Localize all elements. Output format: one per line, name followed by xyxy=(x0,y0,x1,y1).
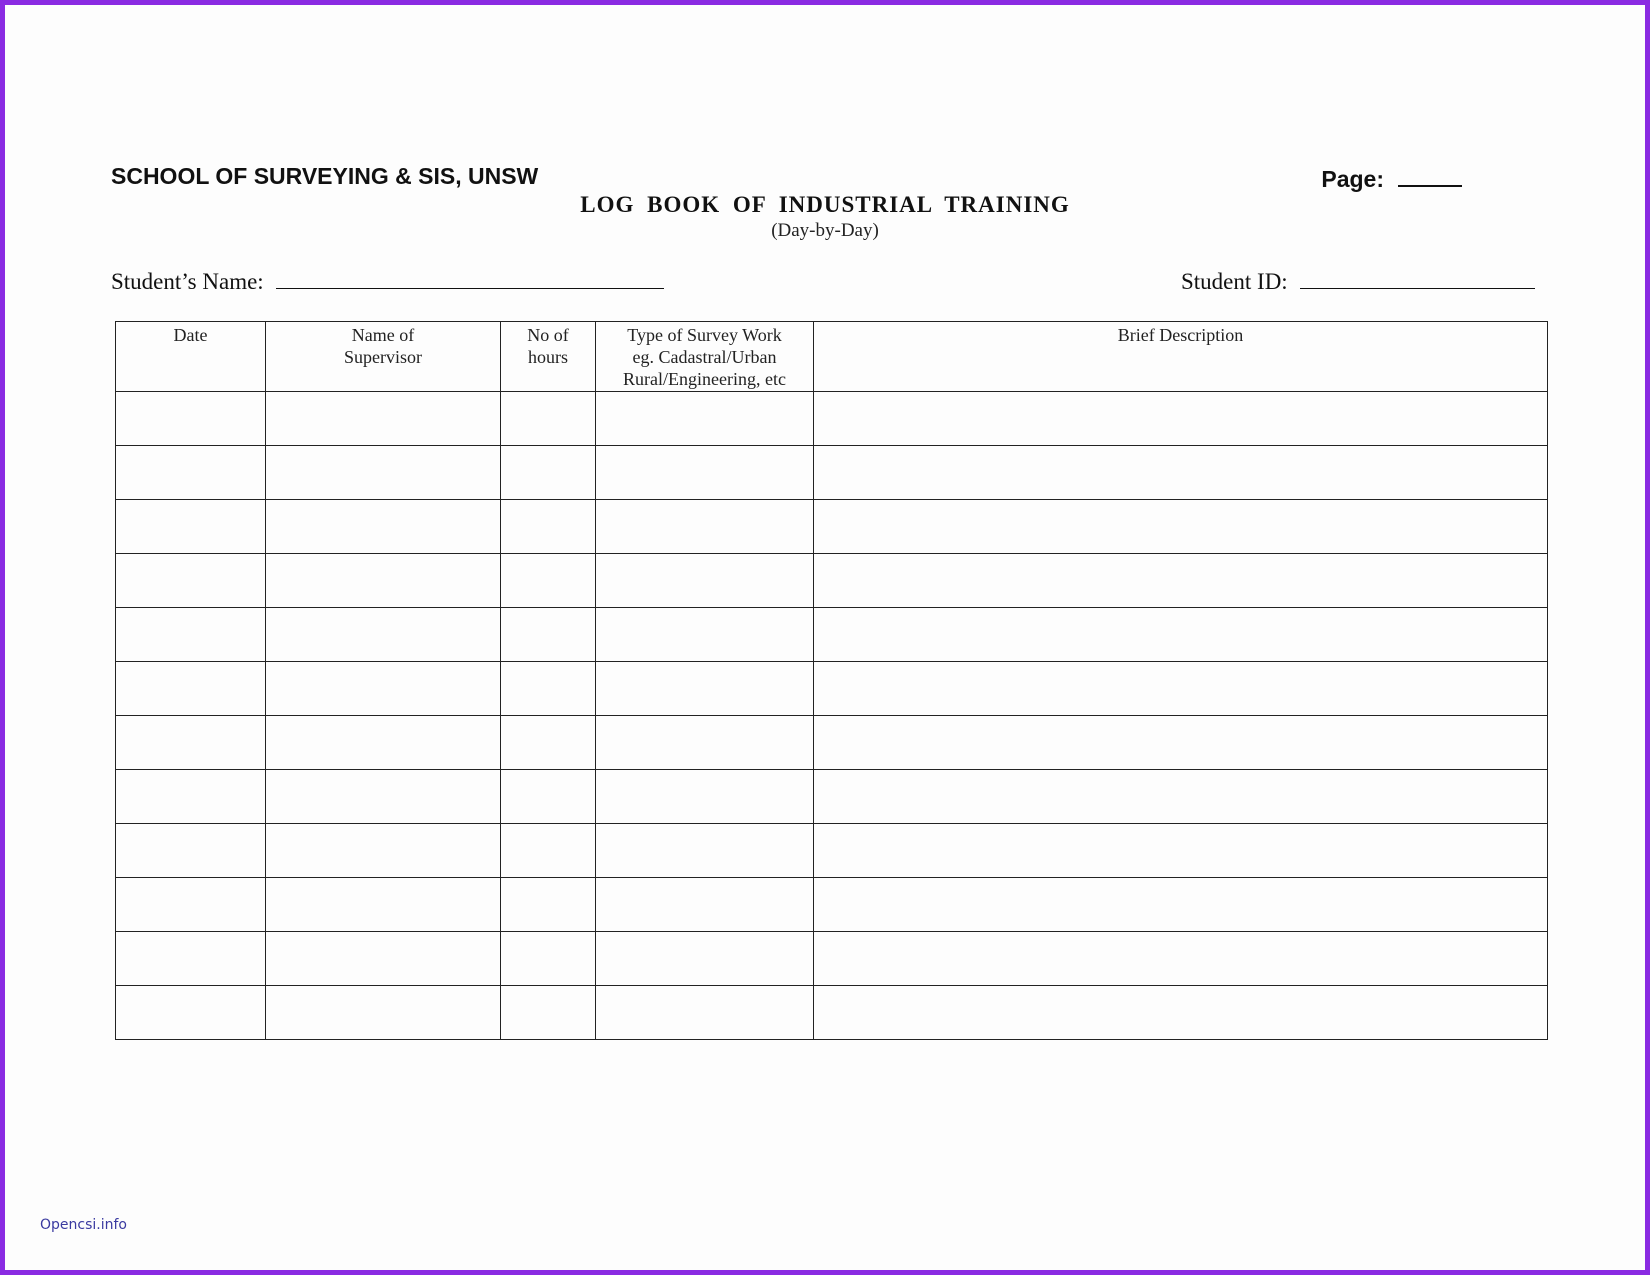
description-cell[interactable] xyxy=(814,662,1548,716)
supervisor-cell[interactable] xyxy=(266,878,501,932)
date-cell[interactable] xyxy=(116,986,266,1040)
date-cell[interactable] xyxy=(116,932,266,986)
log-table-body xyxy=(116,392,1548,1040)
table-row xyxy=(116,770,1548,824)
description-cell[interactable] xyxy=(814,986,1548,1040)
table-row xyxy=(116,500,1548,554)
survey-type-cell[interactable] xyxy=(596,608,814,662)
description-cell[interactable] xyxy=(814,554,1548,608)
description-cell[interactable] xyxy=(814,824,1548,878)
description-cell[interactable] xyxy=(814,500,1548,554)
table-row xyxy=(116,554,1548,608)
column-header-description: Brief Description xyxy=(814,322,1548,392)
survey-type-cell[interactable] xyxy=(596,392,814,446)
page-number-field xyxy=(1321,163,1462,193)
column-header-survey-type: Type of Survey Work eg. Cadastral/Urban Rural/Engineering, etc xyxy=(596,322,814,392)
survey-type-cell[interactable] xyxy=(596,500,814,554)
log-table xyxy=(115,321,1548,1040)
date-cell[interactable] xyxy=(116,824,266,878)
hours-cell[interactable] xyxy=(501,878,596,932)
date-cell[interactable] xyxy=(116,608,266,662)
date-cell[interactable] xyxy=(116,770,266,824)
hours-cell[interactable] xyxy=(501,932,596,986)
table-row xyxy=(116,986,1548,1040)
description-cell[interactable] xyxy=(814,608,1548,662)
column-header-date: Date xyxy=(116,322,266,392)
supervisor-cell[interactable] xyxy=(266,446,501,500)
description-cell[interactable] xyxy=(814,932,1548,986)
description-cell[interactable] xyxy=(814,392,1548,446)
table-row xyxy=(116,446,1548,500)
hours-cell[interactable] xyxy=(501,554,596,608)
student-name-blank[interactable] xyxy=(276,268,664,289)
date-cell[interactable] xyxy=(116,662,266,716)
document-subtitle: (Day-by-Day) xyxy=(771,220,879,241)
date-cell[interactable] xyxy=(116,878,266,932)
survey-type-cell[interactable] xyxy=(596,932,814,986)
hours-cell[interactable] xyxy=(501,392,596,446)
supervisor-cell[interactable] xyxy=(266,392,501,446)
description-cell[interactable] xyxy=(814,446,1548,500)
student-name-label: Student’s Name: xyxy=(111,269,264,294)
student-name-field xyxy=(111,268,664,295)
date-cell[interactable] xyxy=(116,554,266,608)
student-id-blank[interactable] xyxy=(1300,268,1535,289)
hours-cell[interactable] xyxy=(501,446,596,500)
survey-type-cell[interactable] xyxy=(596,716,814,770)
table-row xyxy=(116,824,1548,878)
table-row xyxy=(116,392,1548,446)
survey-type-cell[interactable] xyxy=(596,446,814,500)
supervisor-cell[interactable] xyxy=(266,662,501,716)
date-cell[interactable] xyxy=(116,716,266,770)
table-row xyxy=(116,932,1548,986)
supervisor-cell[interactable] xyxy=(266,986,501,1040)
watermark: Opencsi.info xyxy=(40,1217,127,1233)
date-cell[interactable] xyxy=(116,446,266,500)
survey-type-cell[interactable] xyxy=(596,770,814,824)
student-id-label: Student ID: xyxy=(1181,269,1288,294)
supervisor-cell[interactable] xyxy=(266,824,501,878)
supervisor-cell[interactable] xyxy=(266,770,501,824)
description-cell[interactable] xyxy=(814,770,1548,824)
table-row xyxy=(116,608,1548,662)
table-header-row xyxy=(116,322,1548,392)
page-number-label: Page: xyxy=(1321,166,1384,192)
supervisor-cell[interactable] xyxy=(266,554,501,608)
hours-cell[interactable] xyxy=(501,500,596,554)
school-name: SCHOOL OF SURVEYING & SIS, UNSW xyxy=(111,163,539,189)
supervisor-cell[interactable] xyxy=(266,932,501,986)
description-cell[interactable] xyxy=(814,716,1548,770)
table-row xyxy=(116,716,1548,770)
description-cell[interactable] xyxy=(814,878,1548,932)
column-header-hours: No of hours xyxy=(501,322,596,392)
column-header-supervisor: Name of Supervisor xyxy=(266,322,501,392)
date-cell[interactable] xyxy=(116,500,266,554)
supervisor-cell[interactable] xyxy=(266,716,501,770)
supervisor-cell[interactable] xyxy=(266,608,501,662)
document-title: LOG BOOK OF INDUSTRIAL TRAINING xyxy=(580,192,1070,217)
survey-type-cell[interactable] xyxy=(596,986,814,1040)
survey-type-cell[interactable] xyxy=(596,662,814,716)
hours-cell[interactable] xyxy=(501,662,596,716)
hours-cell[interactable] xyxy=(501,770,596,824)
hours-cell[interactable] xyxy=(501,986,596,1040)
supervisor-cell[interactable] xyxy=(266,500,501,554)
survey-type-cell[interactable] xyxy=(596,878,814,932)
date-cell[interactable] xyxy=(116,392,266,446)
survey-type-cell[interactable] xyxy=(596,554,814,608)
hours-cell[interactable] xyxy=(501,608,596,662)
table-row xyxy=(116,662,1548,716)
hours-cell[interactable] xyxy=(501,716,596,770)
table-row xyxy=(116,878,1548,932)
student-id-field xyxy=(1181,268,1535,295)
hours-cell[interactable] xyxy=(501,824,596,878)
page-number-blank[interactable] xyxy=(1398,163,1462,187)
survey-type-cell[interactable] xyxy=(596,824,814,878)
